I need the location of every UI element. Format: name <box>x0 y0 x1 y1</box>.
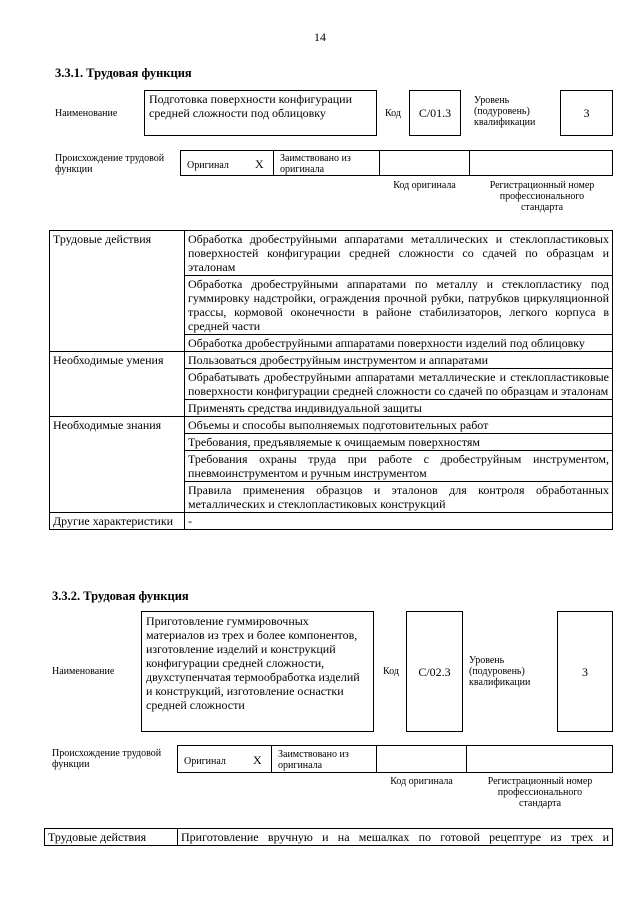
table-cell: Правила применения образцов и эталонов для контроля обработанных металлических и стеклопластиковых конструкций <box>185 482 613 513</box>
name-value-box <box>141 611 374 732</box>
borrowed-label: Заимствовано из оригинала <box>278 749 349 771</box>
level-box <box>557 611 613 732</box>
row-label: Необходимые знания <box>50 417 185 513</box>
code-label: Код <box>385 108 401 119</box>
code-value: C/02.3 <box>418 665 451 679</box>
table-cell: Приготовление вручную и на мешалках по готовой рецептуре из трех и <box>178 829 613 846</box>
reg-number-box <box>469 150 613 176</box>
name-value: Приготовление гуммировочных материалов из трех и более компонентов, изготовление изделий и конструкций конфигурации средней сложности, двухступенчатая термообработка изделий и конструкций, изготовление оснастки средней сложности <box>146 614 360 712</box>
table-cell: - <box>185 513 613 530</box>
code-box <box>406 611 463 732</box>
row-label: Необходимые умения <box>50 352 185 417</box>
code-original-label: Код оригинала <box>393 180 456 191</box>
name-value: Подготовка поверхности конфигурации средней сложности под облицовку <box>149 92 353 120</box>
name-label: Наименование <box>52 666 115 677</box>
level-label: Уровень (подуровень) квалификации <box>469 655 531 688</box>
code-box <box>409 90 461 136</box>
origin-label: Происхождение трудовой функции <box>55 153 165 175</box>
table-row <box>45 829 613 846</box>
level-box <box>560 90 613 136</box>
level-value: 3 <box>582 665 588 679</box>
table-row <box>50 417 613 434</box>
original-mark: X <box>255 157 264 171</box>
table-cell: Объемы и способы выполняемых подготовительных работ <box>185 417 613 434</box>
name-label: Наименование <box>55 108 118 119</box>
table-cell: Пользоваться дробеструйным инструментом и аппаратами <box>185 352 613 369</box>
table-cell: Обработка дробеструйными аппаратами по металлу и стеклопластику под гуммировку надстройки, ограждения прочной рубки, патрубков циркуляционной трассы, кормовой оконечности в районе стабилизаторов, легкого корпуса в средней части <box>185 276 613 335</box>
section-title: 3.3.2. Трудовая функция <box>52 589 189 603</box>
borrowed-box <box>271 745 377 773</box>
reg-number-box <box>466 745 613 773</box>
row-label: Трудовые действия <box>50 231 185 352</box>
table-cell: Применять средства индивидуальной защиты <box>185 400 613 417</box>
code-value: C/01.3 <box>418 106 452 120</box>
code-original-box <box>376 745 467 773</box>
table-cell: Обработка дробеструйными аппаратами поверхности изделий под облицовку <box>185 335 613 352</box>
borrowed-label: Заимствовано из оригинала <box>280 153 351 175</box>
table-row <box>50 513 613 530</box>
name-value-box <box>144 90 377 136</box>
function-table-2 <box>44 828 613 846</box>
row-label: Другие характеристики <box>50 513 185 530</box>
page-number: 14 <box>314 30 326 44</box>
original-label: Оригинал <box>187 160 229 171</box>
table-row <box>50 231 613 276</box>
reg-number-label: Регистрационный номер профессионального стандарта <box>487 776 593 809</box>
origin-label: Происхождение трудовой функции <box>52 748 162 770</box>
code-original-box <box>379 150 470 176</box>
table-cell: Обработка дробеструйными аппаратами металлических и стеклопластиковых поверхностей конфигурации средней сложности со сдачей по образцам и эталонам <box>185 231 613 276</box>
code-label: Код <box>383 666 399 677</box>
table-row <box>50 352 613 369</box>
table-cell: Требования охраны труда при работе с дробеструйным инструментом, пневмоинструментом и ручным инструментом <box>185 451 613 482</box>
table-cell: Обрабатывать дробеструйными аппаратами металлические и стеклопластиковые поверхности конфигурации средней сложности со сдачей по образцам и эталонам <box>185 369 613 400</box>
borrowed-box <box>273 150 380 176</box>
original-box <box>177 745 272 773</box>
level-label: Уровень (подуровень) квалификации <box>474 95 536 128</box>
row-label: Трудовые действия <box>45 829 178 846</box>
section-title: 3.3.1. Трудовая функция <box>55 66 192 80</box>
function-table-1 <box>49 230 613 530</box>
reg-number-label: Регистрационный номер профессионального стандарта <box>489 180 595 213</box>
level-value: 3 <box>583 106 590 120</box>
original-mark: X <box>253 753 262 767</box>
original-box <box>180 150 274 176</box>
code-original-label: Код оригинала <box>390 776 453 787</box>
table-cell: Требования, предъявляемые к очищаемым поверхностям <box>185 434 613 451</box>
original-label: Оригинал <box>184 756 226 767</box>
